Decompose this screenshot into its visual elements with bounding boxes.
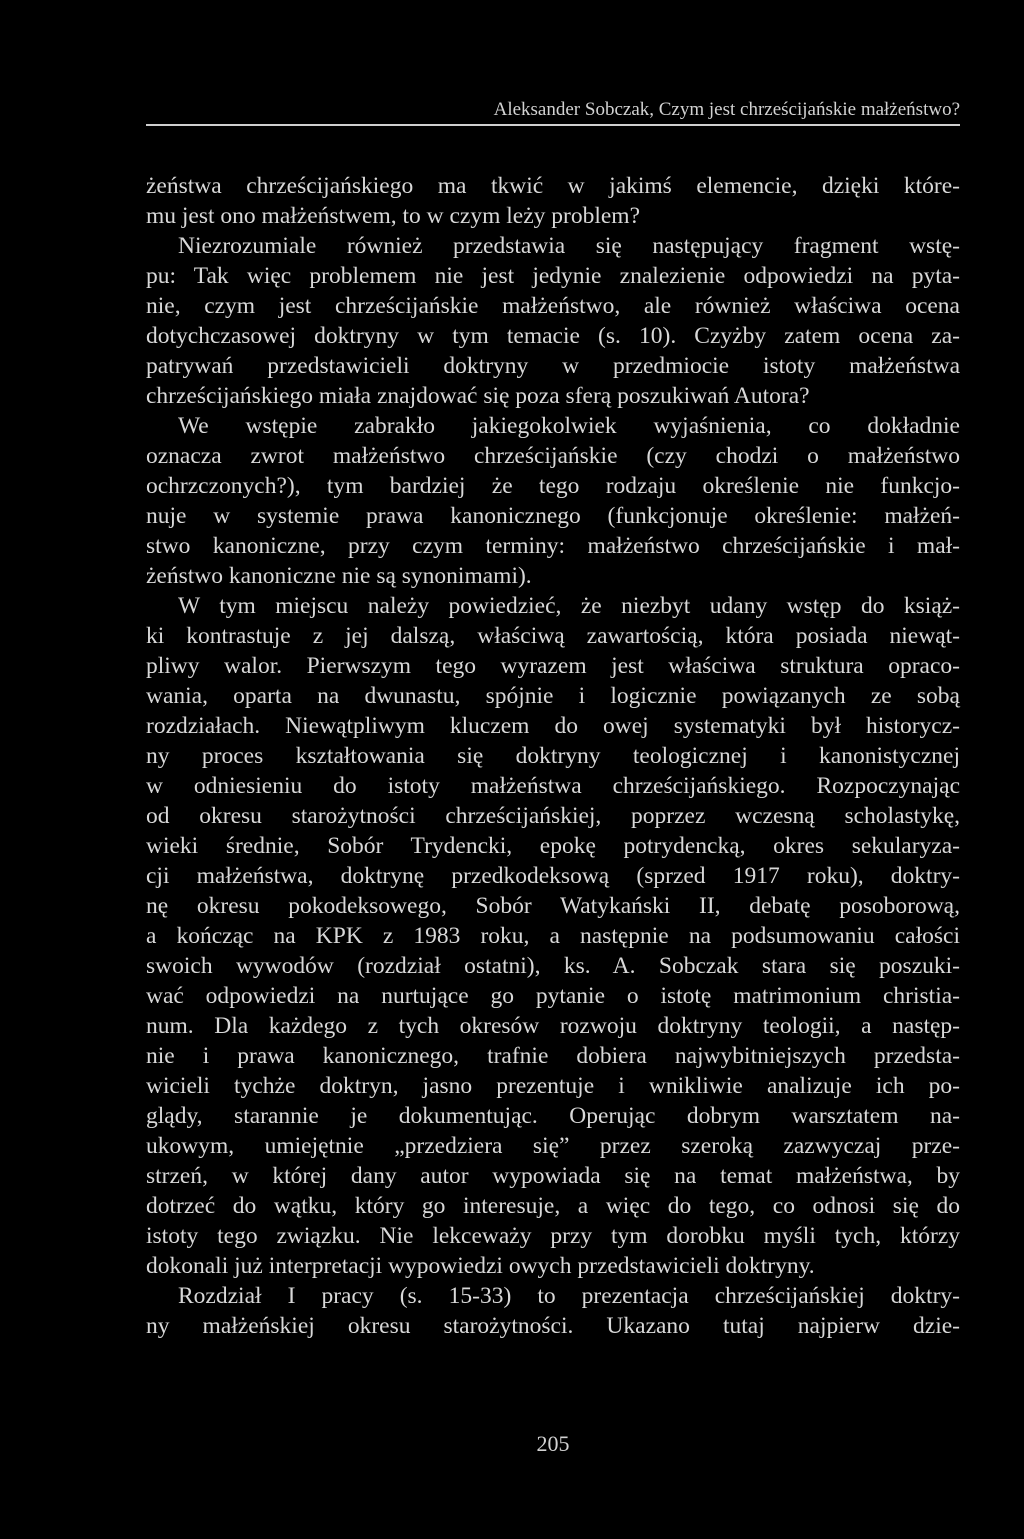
paragraph xyxy=(146,591,960,1281)
text-line: w odniesieniu do istoty małżeństwa chrześcijańskiego. Rozpoczynając xyxy=(146,773,960,799)
text-line: mu jest ono małżeństwem, to w czym leży problem? xyxy=(146,203,641,229)
text-line: nuje w systemie prawa kanonicznego (funkcjonuje określenie: małżeń- xyxy=(146,503,960,529)
text-line: wicieli tychże doktryn, jasno prezentuje i wnikliwie analizuje ich po- xyxy=(146,1073,960,1099)
header-divider xyxy=(146,124,960,126)
text-line: wieki średnie, Sobór Trydencki, epokę potrydencką, okres sekularyza- xyxy=(146,833,960,859)
text-line: pliwy walor. Pierwszym tego wyrazem jest właściwa struktura opraco- xyxy=(146,653,960,679)
text-line: cji małżeństwa, doktrynę przedkodeksową (sprzed 1917 roku), doktry- xyxy=(146,863,960,889)
page-body xyxy=(146,171,960,1341)
text-line: Rozdział I pracy (s. 15-33) to prezentacja chrześcijańskiej doktry- xyxy=(178,1283,960,1309)
text-line: oznacza zwrot małżeństwo chrześcijańskie (czy chodzi o małżeństwo xyxy=(146,443,960,469)
text-line: żeństwa chrześcijańskiego ma tkwić w jakimś elemencie, dzięki które- xyxy=(146,173,960,199)
text-line: ukowym, umiejętnie „przedziera się” przez szeroką zazwyczaj prze- xyxy=(146,1133,960,1159)
text-line: wania, oparta na dwunastu, spójnie i logicznie powiązanych ze sobą xyxy=(146,683,960,709)
text-line: glądy, starannie je dokumentując. Operując dobrym warsztatem na- xyxy=(146,1103,960,1129)
text-line: od okresu starożytności chrześcijańskiej, poprzez wczesną scholastykę, xyxy=(146,803,960,829)
text-line: dokonali już interpretacji wypowiedzi owych przedstawicieli doktryny. xyxy=(146,1253,815,1279)
text-line: nę okresu pokodeksowego, Sobór Watykański II, debatę posoborową, xyxy=(146,893,960,919)
text-line: chrześcijańskiego miała znajdować się poza sferą poszukiwań Autora? xyxy=(146,383,810,409)
text-line: patrywań przedstawicieli doktryny w przedmiocie istoty małżeństwa xyxy=(146,353,960,379)
text-line: num. Dla każdego z tych okresów rozwoju doktryny teologii, a następ- xyxy=(146,1013,960,1039)
page-number: 205 xyxy=(536,1431,570,1456)
text-line: nie, czym jest chrześcijańskie małżeństwo, ale również właściwa ocena xyxy=(146,293,960,319)
text-line: dotychczasowej doktryny w tym temacie (s. 10). Czyżby zatem ocena za- xyxy=(146,323,960,349)
running-header: Aleksander Sobczak, Czym jest chrześcijańskie małżeństwo? xyxy=(493,99,960,120)
text-line: ki kontrastuje z jej dalszą, właściwą zawartością, która posiada niewąt- xyxy=(146,623,960,649)
text-line: rozdziałach. Niewątpliwym kluczem do owej systematyki był historycz- xyxy=(146,713,960,739)
text-line: żeństwo kanoniczne nie są synonimami). xyxy=(146,563,532,589)
text-line: istoty tego związku. Nie lekceważy przy tym dorobku myśli tych, którzy xyxy=(146,1223,960,1249)
paragraph xyxy=(146,1281,960,1341)
text-line: strzeń, w której dany autor wypowiada się na temat małżeństwa, by xyxy=(146,1163,960,1189)
text-line: ny proces kształtowania się doktryny teologicznej i kanonistycznej xyxy=(146,743,960,769)
text-line: W tym miejscu należy powiedzieć, że niezbyt udany wstęp do książ- xyxy=(178,593,960,619)
paragraph xyxy=(146,231,960,411)
text-line: swoich wywodów (rozdział ostatni), ks. A. Sobczak stara się poszuki- xyxy=(146,953,960,979)
paragraph xyxy=(146,171,960,231)
text-line: a kończąc na KPK z 1983 roku, a następnie na podsumowaniu całości xyxy=(146,923,960,949)
text-line: We wstępie zabrakło jakiegokolwiek wyjaśnienia, co dokładnie xyxy=(178,413,960,439)
text-line: ochrzczonych?), tym bardziej że tego rodzaju określenie nie funkcjo- xyxy=(146,473,960,499)
text-line: stwo kanoniczne, przy czym terminy: małżeństwo chrześcijańskie i mał- xyxy=(146,533,960,559)
text-line: Niezrozumiale również przedstawia się następujący fragment wstę- xyxy=(178,233,960,259)
text-line: wać odpowiedzi na nurtujące go pytanie o istotę matrimonium christia- xyxy=(146,983,960,1009)
text-line: pu: Tak więc problemem nie jest jedynie znalezienie odpowiedzi na pyta- xyxy=(146,263,960,289)
paragraph xyxy=(146,411,960,591)
text-line: dotrzeć do wątku, który go interesuje, a więc do tego, co odnosi się do xyxy=(146,1193,960,1219)
text-line: ny małżeńskiej okresu starożytności. Ukazano tutaj najpierw dzie- xyxy=(146,1313,960,1339)
text-line: nie i prawa kanonicznego, trafnie dobiera najwybitniejszych przedsta- xyxy=(146,1043,960,1069)
